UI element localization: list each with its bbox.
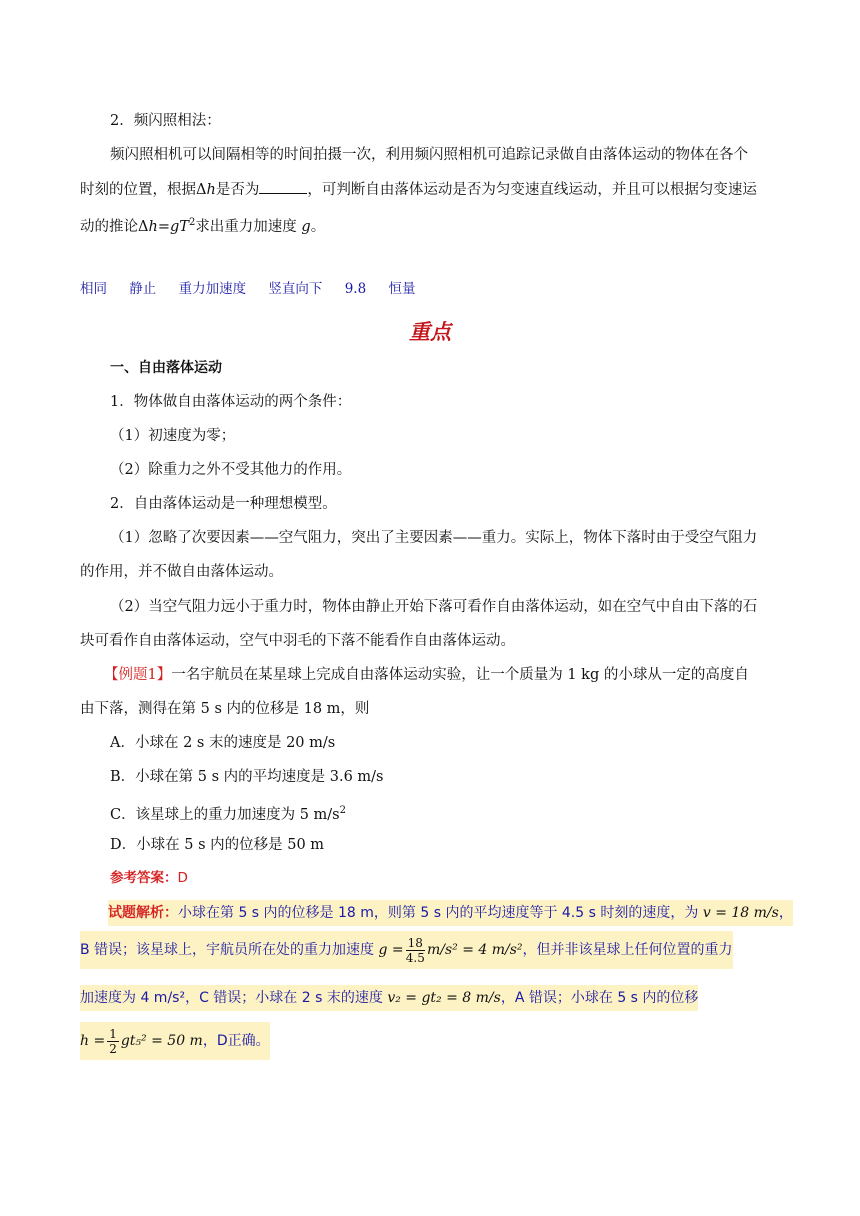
answer-key: 9.8 [344,281,367,297]
paragraph-line: 时刻的位置，根据Δh是否为 ，可判断自由落体运动是否为匀变速直线运动，并且可以根据匀变速运 [80,179,757,200]
section-title: 重点 [409,320,451,344]
analysis-line: 试题解析：小球在第 5 s 内的位移是 18 m，则第 5 s 内的平均速度等于 4.5 s 时刻的速度，为 v = 18 m/s， [108,900,793,926]
example-label: 【例题1】 [104,667,172,683]
answer-key: 重力加速度 [178,281,247,297]
paragraph-line: 频闪照相机可以间隔相等的时间拍摄一次，利用频闪照相机可追踪记录做自由落体运动的物体在各个 [110,147,748,163]
list-item: 1．物体做自由落体运动的两个条件： [110,394,352,410]
answer-key: 静止 [129,281,157,297]
paragraph-line: 动的推论$\Delta h=gT^2$求出重力加速度 g。 [80,217,326,235]
analysis-line: h = $\frac{1}{2}$ gt₅² = 50 m，D正确。 [80,1022,270,1060]
option-b: B．小球在第 5 s 内的平均速度是 3.6 m/s [110,769,384,785]
list-item-continued: 的作用，并不做自由落体运动。 [80,564,283,580]
example-question: 【例题1】一名宇航员在某星球上完成自由落体运动实验，让一个质量为 1 kg 的小球从一定的高度自 [104,667,749,683]
reference-answer: 参考答案：D [110,870,188,886]
fill-in-blank [259,179,307,194]
analysis-line: 加速度为 4 m/s²，C 错误；小球在 2 s 末的速度 v₂ = gt₂ = 8 m/s，A 错误；小球在 5 s 内的位移 [80,985,698,1011]
analysis-label: 试题解析： [108,905,178,921]
option-a: A．小球在 2 s 末的速度是 20 m/s [110,735,336,751]
option-c: C．该星球上的重力加速度为 5 $m/s^2$ [110,805,346,823]
section-heading: 2．频闪照相法： [110,113,221,129]
answer-key: 竖直向下 [268,281,323,297]
fraction: $\frac{18}{4.5}$ [405,935,425,965]
list-item: （1）初速度为零； [110,428,236,444]
list-item: （2）除重力之外不受其他力的作用。 [110,462,352,478]
answer-key-list [80,279,415,299]
answer-key: 相同 [80,281,107,297]
fraction: $\frac{1}{2}$ [109,1026,117,1056]
answer-key: 恒量 [388,281,416,297]
part-heading: 一、自由落体运动 [110,360,222,376]
list-item: （1）忽略了次要因素——空气阻力，突出了主要因素——重力。实际上，物体下落时由于受空气阻力 [110,530,758,546]
example-question-continued: 由下落，测得在第 5 s 内的位移是 18 m，则 [80,701,370,717]
analysis-line: B 错误；该星球上，宇航员所在处的重力加速度 g = $\frac{18}{4.5}$ m/s² = 4 m/s²，但并非该星球上任何位置的重力 [80,931,733,969]
option-d: D．小球在 5 s 内的位移是 50 m [110,837,325,853]
list-item: 2．自由落体运动是一种理想模型。 [110,496,337,512]
list-item: （2）当空气阻力远小于重力时，物体由静止开始下落可看作自由落体运动，如在空气中自由下落的石 [110,599,758,615]
list-item-continued: 块可看作自由落体运动，空气中羽毛的下落不能看作自由落体运动。 [80,633,515,649]
